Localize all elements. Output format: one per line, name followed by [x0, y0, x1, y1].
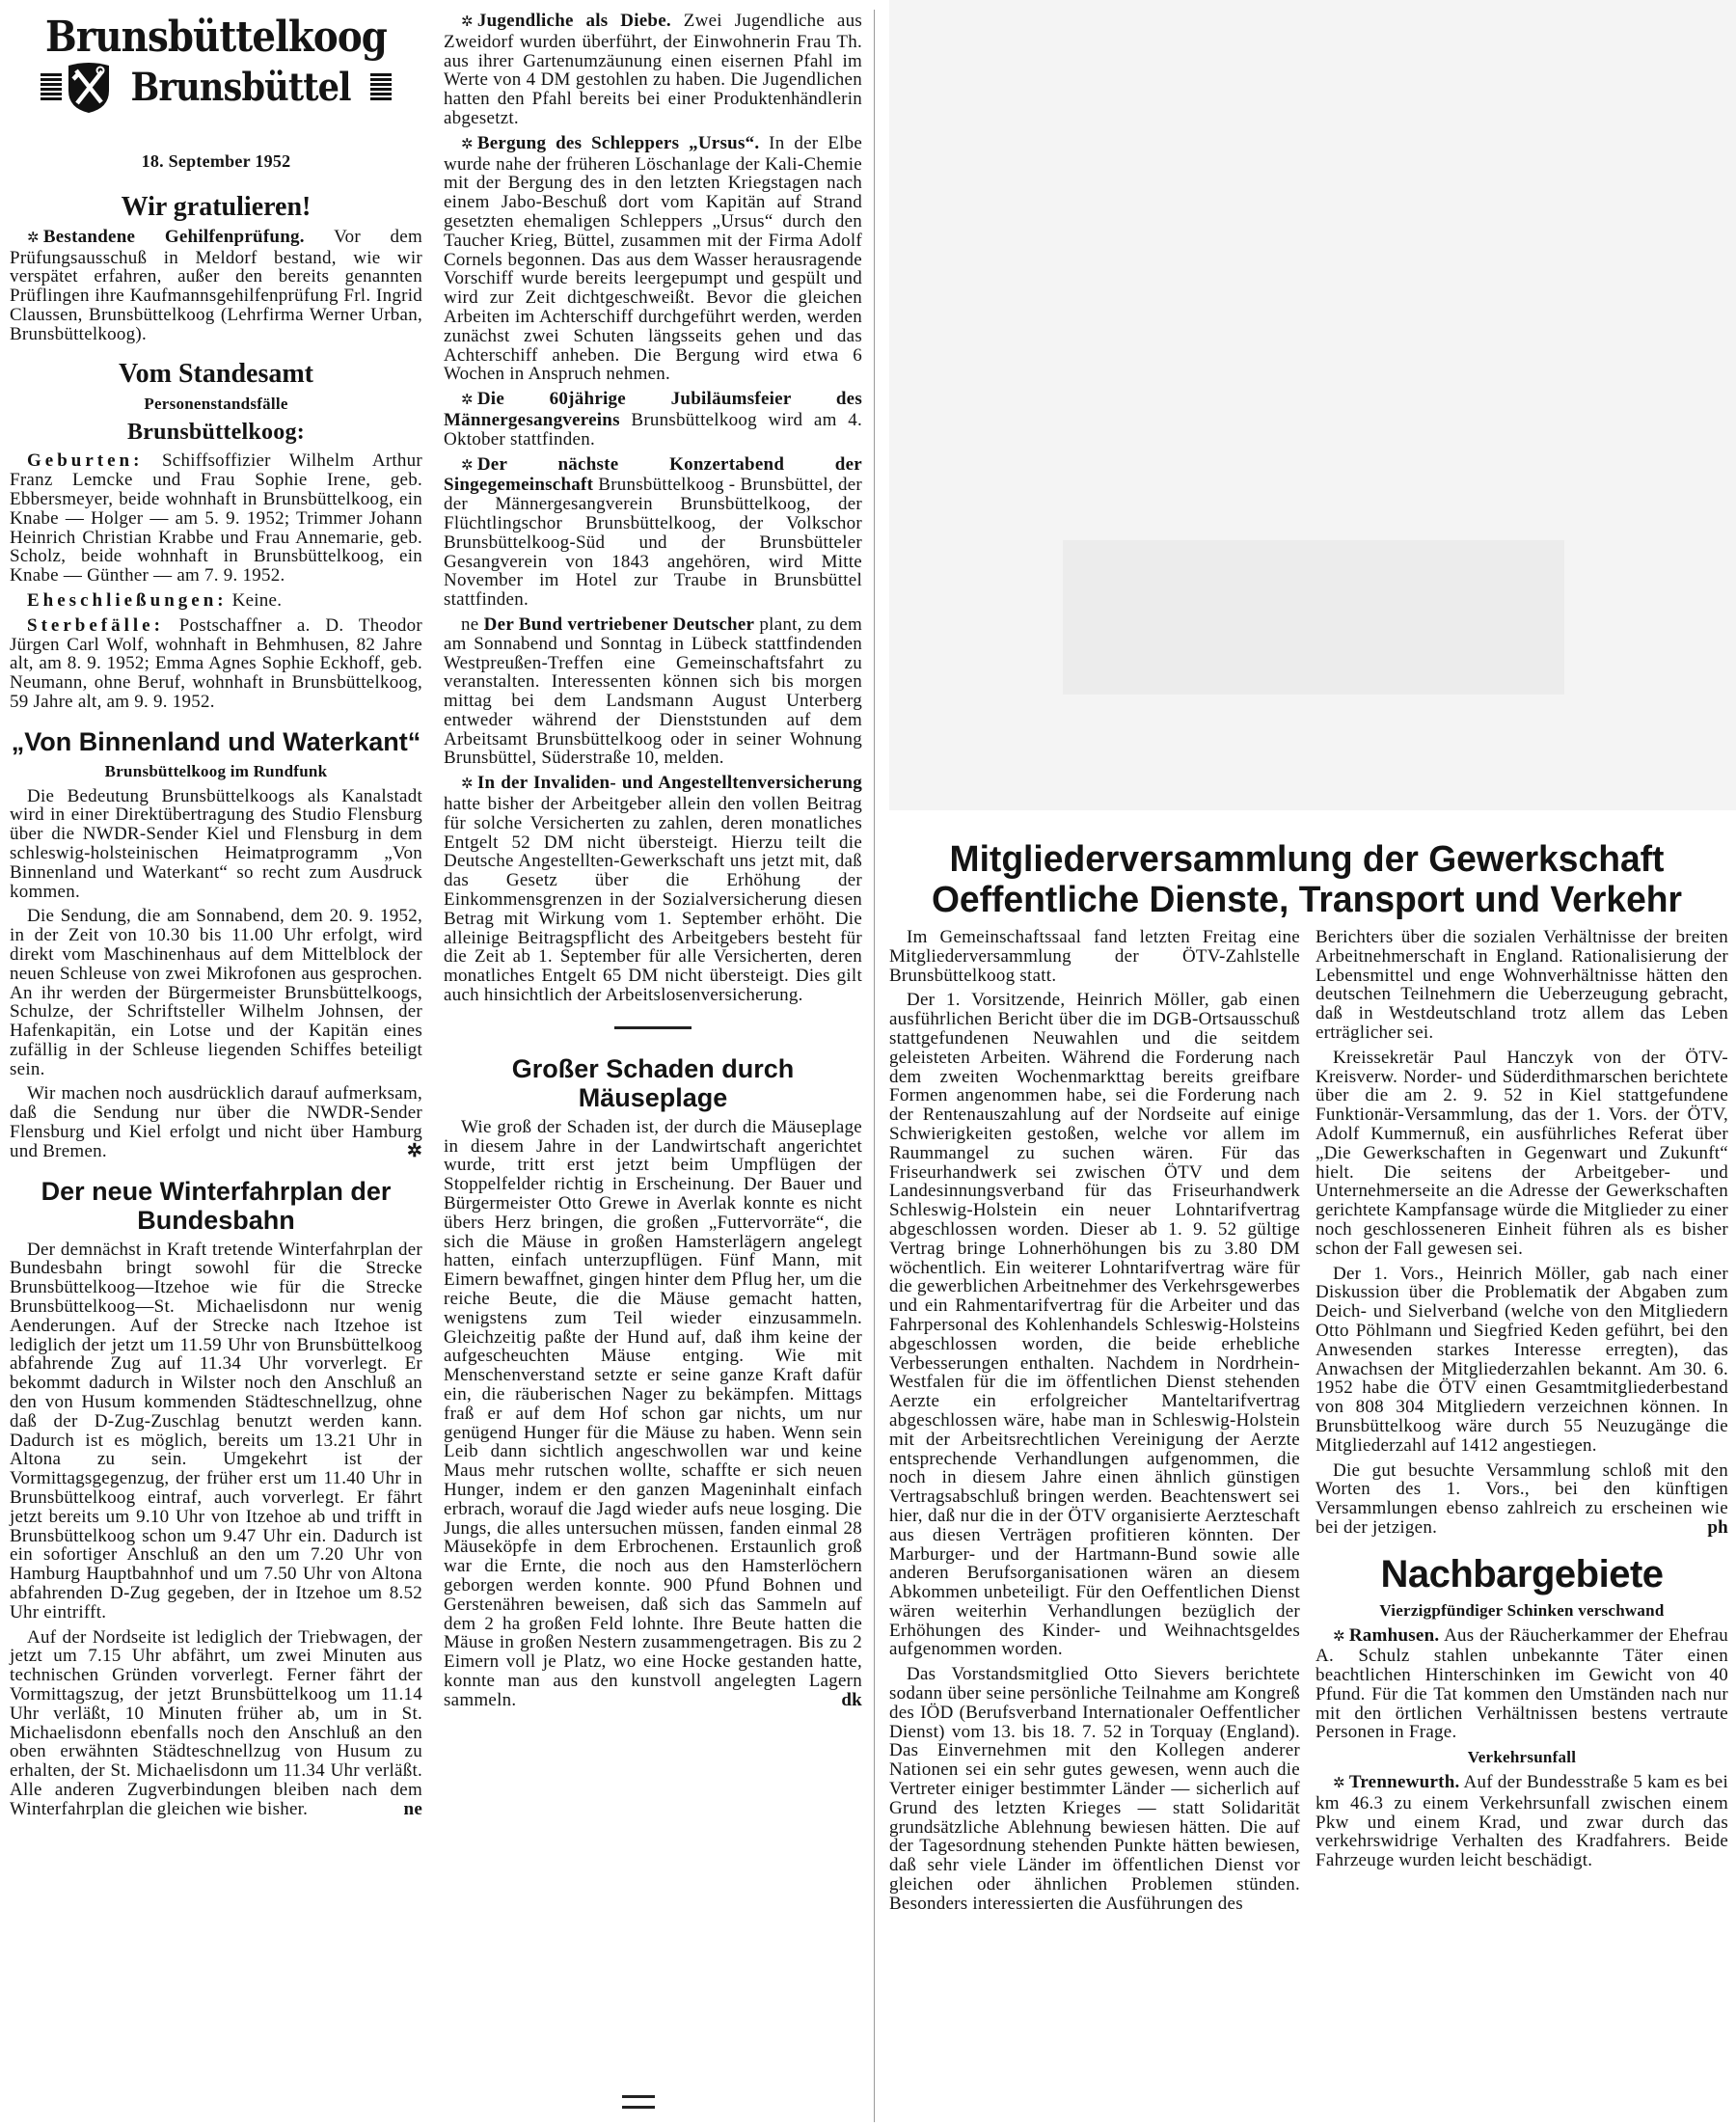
article-paragraph	[1316, 1461, 1728, 1538]
article-paragraph	[10, 1084, 422, 1160]
author-signature: ✲	[406, 1140, 422, 1161]
article-paragraph	[1316, 1773, 1728, 1870]
paragraph-lead: Bergung des Schleppers „Ursus“.	[476, 132, 760, 153]
paragraph-text: Der 1. Vors., Heinrich Möller, gab nach einer Diskussion über die Problematik der Abgaben zum Deich- und Sielverband (welche von den Mitgliedern Otto Pöhlmann und Siegfried Keden geführt, bei den Anwesenden starkes Interesse erregten), das Anwachsen der Mitgliederzahlen bekannt. Am 30. 6. 1952 habe die ÖTV einen Gesamtmitgliederbestand von 808 304 Mitgliedern verzeichnen können. In Brunsbüttelkoog wäre durch 55 Neuzugänge die Mitgliederzahl auf 1412 angestiegen.	[1316, 1263, 1728, 1456]
article-subheadline: Brunsbüttelkoog:	[126, 420, 306, 446]
paragraph-lead: Sterbefälle:	[27, 614, 164, 636]
paragraph-text: Aus der Räucherkammer der Ehefrau A. Schulz stahlen unbekannte Täter einen beachtlichen Hinterschinken im Gewicht von 40 Pfund. Für die Tat kommen den Umständen nach nur mit den örtlichen Verhältnissen bestens vertraute Personen in Frage.	[1316, 1624, 1728, 1743]
paragraph-text: Die gut besuchte Versammlung schloß mit den Worten des 1. Vors., bei den künftigen Versammlungen ebenso zahlreich zu erscheinen wie bei der jetzigen.	[1316, 1459, 1728, 1538]
paragraph-text: plant, zu dem am Sonnabend und Sonntag in Lübeck stattfindenden Westpreußen-Treffen eine Gemeinschaftsfahrt zu veranstalten. Interessenten können sich bis morgen mittag bei dem Landsmann August Unterberg entweder während der Dienststunden auf dem Arbeitsamt Brunsbüttelkoog oder in seiner Wohnung Brunsbüttel, Süderstraße 10, melden.	[444, 614, 863, 769]
paragraph-text: Der 1. Vorsitzende, Heinrich Möller, gab einen ausführlichen Bericht über die im DGB-Ortsausschuß stattgefundenen Neuwahlen und die seitdem geleisteten Arbeiten. Während die Forderung nach dem zweiten Wochenmarkttag bereits greifbare Formen angenommen habe, sei die Forderung nach der Rentenauszahlung auf der Nordseite auf einige Schwierigkeiten gestoßen, welche vor allem im Raummangel zu suchen wären. Für das Friseurhandwerk sei zwischen ÖTV und dem Landesinnungsverband für das Friseurhandwerk Schleswig-Holstein ein neuer Lohntarifvertrag abgeschlossen worden. Dieser ab 1. 9. 52 gültige Vertrag bringe Lohnerhöhungen bis zu 3.80 DM wöchentlich. Ein weiterer Lohntarifvertrag wäre für die gewerblichen Arbeitnehmer des Verkehrsgewerbes und ein Rahmentarifvertrag für die Arbeiter und das Fahrpersonal des Kohlenhandels Schleswig-Holsteins abgeschlossen worden, die beide erhebliche Verbesserungen enthalten. Nachdem in Nordrhein-Westfalen für die im öffentlichen Dienst stehenden Aerzte ein erfolgreicher Manteltarifvertrag abgeschlossen wäre, habe man in Schleswig-Holstein mit der Arbeitsrechtlichen Vereinigung der Aerzte entsprechende Verhandlungen aufgenommen, die noch in diesem Jahre einen ähnlich günstigen Vertragsabschluß bringen werden. Beachtenswert sei hier, daß nur die in der ÖTV organisierte Aerzteschaft aus diesen Verträgen profitieren könnten. Der Marburger- und der Hartmann-Bund sowie alle anderen Berufsorganisationen wären an diesem Abkommen unbeteiligt. Für den Oeffentlichen Dienst wären weiterhin Verhandlungen bezüglich der Erhöhungen des Kinder- und Weihnachtsgeldes aufgenommen worden.	[889, 990, 1300, 1660]
article-paragraph	[444, 12, 862, 128]
masthead-line-2: Brunsbüttel	[130, 65, 352, 110]
star-bullet-icon: ✲	[461, 14, 474, 30]
paragraph-text: Keine.	[227, 589, 283, 611]
article-paragraph	[10, 616, 422, 712]
author-signature: ph	[1707, 1516, 1728, 1538]
faded-blank-area	[889, 0, 1736, 810]
column-3	[889, 928, 1300, 1920]
article-paragraph	[889, 991, 1300, 1659]
article-subheadline: Brunsbüttelkoog im Rundfunk	[104, 761, 328, 780]
author-signature: dk	[841, 1689, 862, 1710]
paragraph-lead: Eheschließungen:	[27, 589, 228, 611]
paragraph-lead: Der nächste Konzertabend der Singegemeinschaft	[444, 453, 862, 496]
paragraph-text: Die Sendung, die am Sonnabend, dem 20. 9. 1952, in der Zeit von 10.30 bis 11.00 Uhr erfolgt, wird direkt vom Maschinenhaus auf dem Mittelblock der neuen Schleuse von zwei Mikrofonen aus gesprochen. An ihr werden der Bürgermeister Brunsbüttelkoogs, Schulze, der Schriftsteller Wilhelm Johnsen, der Hafenkapitän, ein Lotse und der Kapitän eines zufällig in der Schleuse liegenden Schiffes beteiligt sein.	[10, 906, 422, 1079]
paragraph-text: hatte bisher der Arbeitgeber allein den vollen Beitrag für solche Versicherten zu zahlen, deren monatliches Entgelt 52 DM nicht übersteigt. Hierzu teilt die Deutsche Angestellten-Gewerkschaft uns jetzt mit, daß das Gesetz über die Erhöhung der Einkommensgrenzen in der Sozialversicherung diesen Betrag mit Wirkung vom 1. September erhöht. Die alleinige Beitragspflicht des Arbeitgebers besteht für die Zeit ab 1. September für alle Versicherten, deren monatliches Entgelt 65 DM nicht übersteigt. Dies gilt auch hinsichtlich der Arbeitslosenversicherung.	[444, 794, 862, 1006]
article-paragraph	[444, 390, 862, 449]
paragraph-lead: Bestandene Gehilfenprüfung.	[42, 226, 305, 247]
star-bullet-icon: ✲	[1333, 1628, 1345, 1645]
column-rule	[874, 10, 875, 2122]
paragraph-lead: Geburten:	[27, 450, 144, 472]
banner-right	[370, 73, 392, 102]
paragraph-text: Postschaffner a. D. Theodor Jürgen Carl Wolf, wohnhaft in Behmhusen, 82 Jahre alt, am 8. 9. 1952; Emma Agnes Sophie Eckhoff, geb. Neumann, ohne Beruf, wohnhaft in Brunsbüttelkoog, 59 Jahre alt, am 9. 9. 1952.	[10, 614, 422, 712]
article-subheadline: Personenstandsfälle	[144, 394, 288, 413]
paragraph-text: Kreissekretär Paul Hanczyk von der ÖTV-Kreisverw. Norder- und Süderdithmarschen berichtete über die am 2. 9. 52 in Kiel stattgefundene Funktionär-Versammlung, das der 1. Vors. der ÖTV, Adolf Kummernuß, ein ausführliches Referat über „Die Gewerkschaften in Gegenwart und Zukunft“ hielt. Die seitens der Arbeitgeber- und Unternehmerseite an die Adresse der Gewerkschaften gerichtete Kampfansage würde die Mitglieder zu einer noch geschlosseneren Einheit führen als es bisher schon der Fall gewesen sei.	[1316, 1047, 1728, 1259]
paragraph-lead: Ramhusen.	[1348, 1624, 1440, 1646]
paragraph-text: In der Elbe wurde nahe der früheren Löschanlage der Kali-Chemie mit der Bergung des in den letzten Kriegstagen nach einem Jabo-Beschuß dort vom Kapitän auf Strand gesetzten ehemaligen Schleppers „Ursus“ durch den Taucher Krieg, Büttel, zusammen mit der Firma Adolf Cornels begonnen. Das aus dem Wasser herausragende Vorschiff wurde bereits leergepumpt und gespült und wird zur Zeit dichtgeschweißt. Bevor die gleichen Arbeiten im Achterschiff durchgeführt werden, werden zunächst zwei Schuten längsseits gehen und das Achterschiff anheben. Die Bergung wird etwa 6 Wochen in Anspruch nehmen.	[444, 132, 863, 385]
article-headline: Wir gratulieren!	[121, 191, 312, 222]
article-paragraph	[889, 1665, 1300, 1913]
star-bullet-icon: ✲	[461, 457, 474, 474]
article-paragraph	[1316, 1049, 1728, 1259]
article-paragraph	[10, 1241, 422, 1623]
article-paragraph	[10, 591, 422, 611]
article-paragraph	[1316, 1265, 1728, 1456]
column-1	[10, 0, 422, 1825]
paragraph-text: Die Bedeutung Brunsbüttelkoogs als Kanalstadt wird in einer Direktübertragung des Studio Flensburg über die NWDR-Sender Kiel und Flensburg in dem schleswig-holsteinischen Heimatprogramm „Von Binnenland und Waterkant“ so recht zum Ausdruck kommen.	[10, 785, 422, 902]
article-paragraph	[10, 1628, 422, 1819]
column-2	[444, 12, 862, 1716]
article-paragraph	[10, 451, 422, 586]
paragraph-text: Brunsbüttelkoog - Brunsbüttel, der der Männergesangverein Brunsbüttelkoog, der Flüchtlingschor Brunsbüttelkoog, der Volkschor Brunsbüttelkoog-Süd und der Brunsbütteler Gesangverein von 1843 angehören, wird Mitte November im Hotel zur Traube in Brunsbüttel stattfinden.	[444, 475, 862, 611]
issue-date: 18. September 1952	[141, 151, 291, 171]
paragraph-lead: Trennewurth.	[1348, 1772, 1460, 1793]
article-paragraph	[1316, 928, 1728, 1043]
masthead-logo	[10, 0, 422, 149]
paragraph-text: Wir machen noch ausdrücklich darauf aufmerksam, daß die Sendung nur über die NWDR-Sender Flensburg und Kiel erfolgt und nicht über Hamburg und Bremen.	[10, 1083, 422, 1161]
paragraph-text: Auf der Nordseite ist lediglich der Triebwagen, der jetzt um 7.15 Uhr abfährt, um zwei Minuten aus technischen Gründen vorverlegt. Ferner fährt der Vormittagszug, der jetzt Brunsbüttelkoog um 11.14 Uhr verläßt, 10 Minuten früher ab, um in St. Michaelisdonn ebenfalls noch den Anschluß an den oben erwähnten Städteschnellzug von Husum zu erhalten, der St. Michaelisdonn um 11.34 Uhr verläßt. Alle anderen Zugverbindungen bleiben nach dem Winterfahrplan die gleichen wie bisher.	[10, 1626, 422, 1819]
coat-of-arms-icon	[66, 62, 112, 114]
article-paragraph	[10, 228, 422, 344]
article-paragraph	[444, 134, 862, 384]
author-prefix: ne	[461, 614, 479, 635]
paragraph-text: Der demnächst in Kraft tretende Winterfahrplan der Bundesbahn bringt sowohl für die Strecke Brunsbüttelkoog—Itzehoe wie für die Strecke Brunsbüttelkoog—St. Michaelisdonn nur wenig Aenderungen. Auf der Strecke nach Itzehoe ist lediglich der jetzt um 11.59 Uhr von Brunsbüttelkoog abfahrende Zug auf 11.34 Uhr vorverlegt. Er bekommt dadurch in Wilster noch den Anschluß an den von Husum kommenden Städteschnellzug, ohne daß der D-Zug-Zuschlag benutzt werden kann. Dadurch ist es möglich, bereits um 13.21 Uhr in Altona zu sein. Umgekehrt ist der Vormittagsgegenzug, der früher erst um 11.40 Uhr in Brunsbüttelkoog eintraf, auch vorverlegt. Er fährt jetzt bereits um 9.10 Uhr von Itzehoe ab und trifft in Brunsbüttelkoog schon um 9.47 Uhr ein. Dadurch ist ein sofortiger Anschluß an den um 7.20 Uhr von Hamburg Hauptbahnhof und um 7.50 Uhr von Altona abfahrenden D-Zug gegeben, der in Itzehoe um 8.52 Uhr eintrifft.	[10, 1239, 422, 1623]
main-headline	[896, 839, 1719, 920]
main-headline-line-1: Mitgliederversammlung der Gewerkschaft	[949, 839, 1665, 880]
paragraph-text: Vor dem Prüfungsausschuß in Meldorf bestand, wie wir verspätet erfahren, außer den bereits genannten Prüflingen ihre Kaufmannsgehilfenprüfung Frl. Ingrid Claussen, Brunsbüttelkoog (Lehrfirma Werner Urban, Brunsbüttelkoog).	[10, 226, 423, 344]
masthead-line-1: Brunsbüttelkoog	[45, 13, 387, 62]
star-bullet-icon: ✲	[1333, 1776, 1345, 1792]
star-bullet-icon: ✲	[27, 230, 40, 246]
paragraph-text: Das Vorstandsmitglied Otto Sievers berichtete sodann über seine persönliche Teilnahme am Kongreß des IÖD (Berufsverband Internationaler Oeffentlicher Dienst) vom 13. bis 18. 7. 52 in Torquay (England). Das Einvernehmen mit den Kollegen anderer Nationen sei ein sehr gutes gewesen, wenn auch die Vertreter einiger bestimmter Länder — sicherlich auf Grund des letzten Krieges — statt Solidarität grundsätzliche Ablehnung bewiesen hätten. Die auf der Tagesordnung stehenden Punkte hätten bewiesen, daß sehr viele Länder im öffentlichen Dienst vor gleichen oder ähnlichen Problemen stünden. Besonders interessierten die Ausführungen des	[889, 1664, 1300, 1914]
star-bullet-icon: ✲	[461, 136, 474, 152]
star-bullet-icon: ✲	[461, 393, 474, 409]
paragraph-lead: In der Invaliden- und Angestelltenversicherung	[476, 773, 862, 794]
article-headline: Großer Schaden durch Mäuseplage	[511, 1053, 795, 1112]
column-4	[1316, 928, 1728, 1876]
article-headline: Der neue Winterfahrplan der Bundesbahn	[41, 1176, 392, 1235]
paragraph-text: Zwei Jugendliche aus Zweidorf wurden überführt, der Einwohnerin Frau Th. aus ihrer Gartenumzäunung einen eisernen Pfahl im Werte von 4 DM gestohlen zu haben. Die Jugendlichen hatten den Pfahl bereits bei einer Produktenhändlerin abgesetzt.	[444, 11, 862, 128]
article-headline: „Von Binnenland und Waterkant“	[11, 726, 421, 756]
article-paragraph	[10, 787, 422, 902]
article-paragraph	[444, 615, 862, 768]
banner-left	[41, 73, 62, 102]
paragraph-text: Wie groß der Schaden ist, der durch die Mäuseplage in diesem Jahre in der Landwirtschaft angerichtet wurde, tritt erst jetzt beim Umpflügen der Stoppelfelder richtig in Erscheinung. Der Bauer und Bürgermeister Otto Grewe in Averlak konnte es nicht übers Herz bringen, die großen „Futtervorräte“, die sich die Mäuse in großen Hamsterlägern angelegt hatten, einfach unterzupflügen. Fünf Mann, mit Eimern bewaffnet, gingen hinter dem Pflug her, um die reiche Beute, die die Mäuse gemacht hatten, wenigstens zum Teil wieder einzusammeln. Gleichzeitig paßte der Hund auf, daß ihm keine der aufgescheuchten Mäuse entging. Wie mit Menschenverstand setzte er seine ganze Kraft dafür ein, die räuberischen Nager zu bekämpfen. Mittags fraß er auf dem Hof schon gar nichts, um nur genügend Hunger für die Mäuse zu haben. Wenn sein Leib dann sichtlich angeschwollen war und keine Maus mehr rutschen wollte, schaffte er sich neuen Hunger, indem er den ganzen Mageninhalt einfach erbrach, worauf die Jagd wieder aufs neue losging. Die Jungs, die alles untersuchen müssen, fanden einmal 28 Mäuseköpfe in dem Erbrochenen. Erstaunlich groß war die Ernte, die noch aus den Hamsterlöchern geborgen werden konnte. 900 Pfund Bohnen und Gerstenähren beweisen, daß sich das Sammeln auf dem 2 ha großen Feld lohnte. Ihre Beute hatten die Mäuse in großen Nestern zusammengetragen. Bis zu 2 Eimern voll je Platz, wo eine Hocke gestanden hatte, konnte man aus den kunstvoll angelegten Lagern sammeln.	[444, 1116, 862, 1710]
article-subheadline: Verkehrsunfall	[1467, 1748, 1577, 1767]
article-paragraph	[10, 907, 422, 1078]
author-signature: ne	[403, 1798, 422, 1819]
paragraph-lead: Der Bund vertriebener Deutscher	[483, 614, 755, 635]
main-headline-line-2: Oeffentliche Dienste, Transport und Verkehr	[931, 880, 1683, 920]
paragraph-text: Berichters über die sozialen Verhältnisse der breiten Arbeitnehmerschaft in England. Rationalisierung der Lebensmittel und enge Wohnverhältnisse hätten den deutschen Teilnehmern die Ueberzeugung gebracht, daß in Westdeutschland trotz allem das Leben erträglicher sei.	[1316, 927, 1728, 1043]
article-paragraph	[444, 455, 862, 610]
article-subheadline: Vierzigpfündiger Schinken verschwand	[1379, 1600, 1665, 1620]
article-headline: Nachbargebiete	[1380, 1552, 1664, 1595]
paragraph-text: Brunsbüttelkoog wird am 4. Oktober stattfinden.	[444, 409, 862, 450]
article-paragraph	[444, 774, 862, 1005]
paragraph-lead: Jugendliche als Diebe.	[476, 11, 671, 31]
paragraph-lead: Die 60jährige Jubiläumsfeier des Männergesangvereins	[444, 389, 862, 430]
star-bullet-icon: ✲	[461, 777, 474, 793]
article-paragraph	[1316, 1626, 1728, 1743]
section-divider	[614, 1026, 692, 1029]
paragraph-text: Im Gemeinschaftssaal fand letzten Freitag eine Mitgliederversammlung der ÖTV-Zahlstelle Brunsbüttelkoog statt.	[889, 927, 1300, 986]
article-paragraph	[889, 928, 1300, 985]
end-mark	[622, 2095, 655, 2109]
paragraph-text: Auf der Bundesstraße 5 kam es bei km 46.3 zu einem Verkehrsunfall zwischen einem Pkw und einem Krad, und zwar durch das verkehrswidrige Verhalten des Kradfahrers. Beide Fahrzeuge wurden leicht beschädigt.	[1316, 1772, 1728, 1871]
article-headline: Vom Standesamt	[119, 358, 313, 389]
paragraph-text: Schiffsoffizier Wilhelm Arthur Franz Lemcke und Frau Sophie Irene, geb. Ebbersmeyer, beide wohnhaft in Brunsbüttelkoog, ein Knabe — Holger — am 5. 9. 1952; Trimmer Johann Heinrich Christian Krabbe und Frau Annemarie, geb. Scholz, beide wohnhaft in Brunsbüttelkoog, ein Knabe — Günther — am 7. 9. 1952.	[10, 450, 422, 586]
article-paragraph	[444, 1118, 862, 1710]
